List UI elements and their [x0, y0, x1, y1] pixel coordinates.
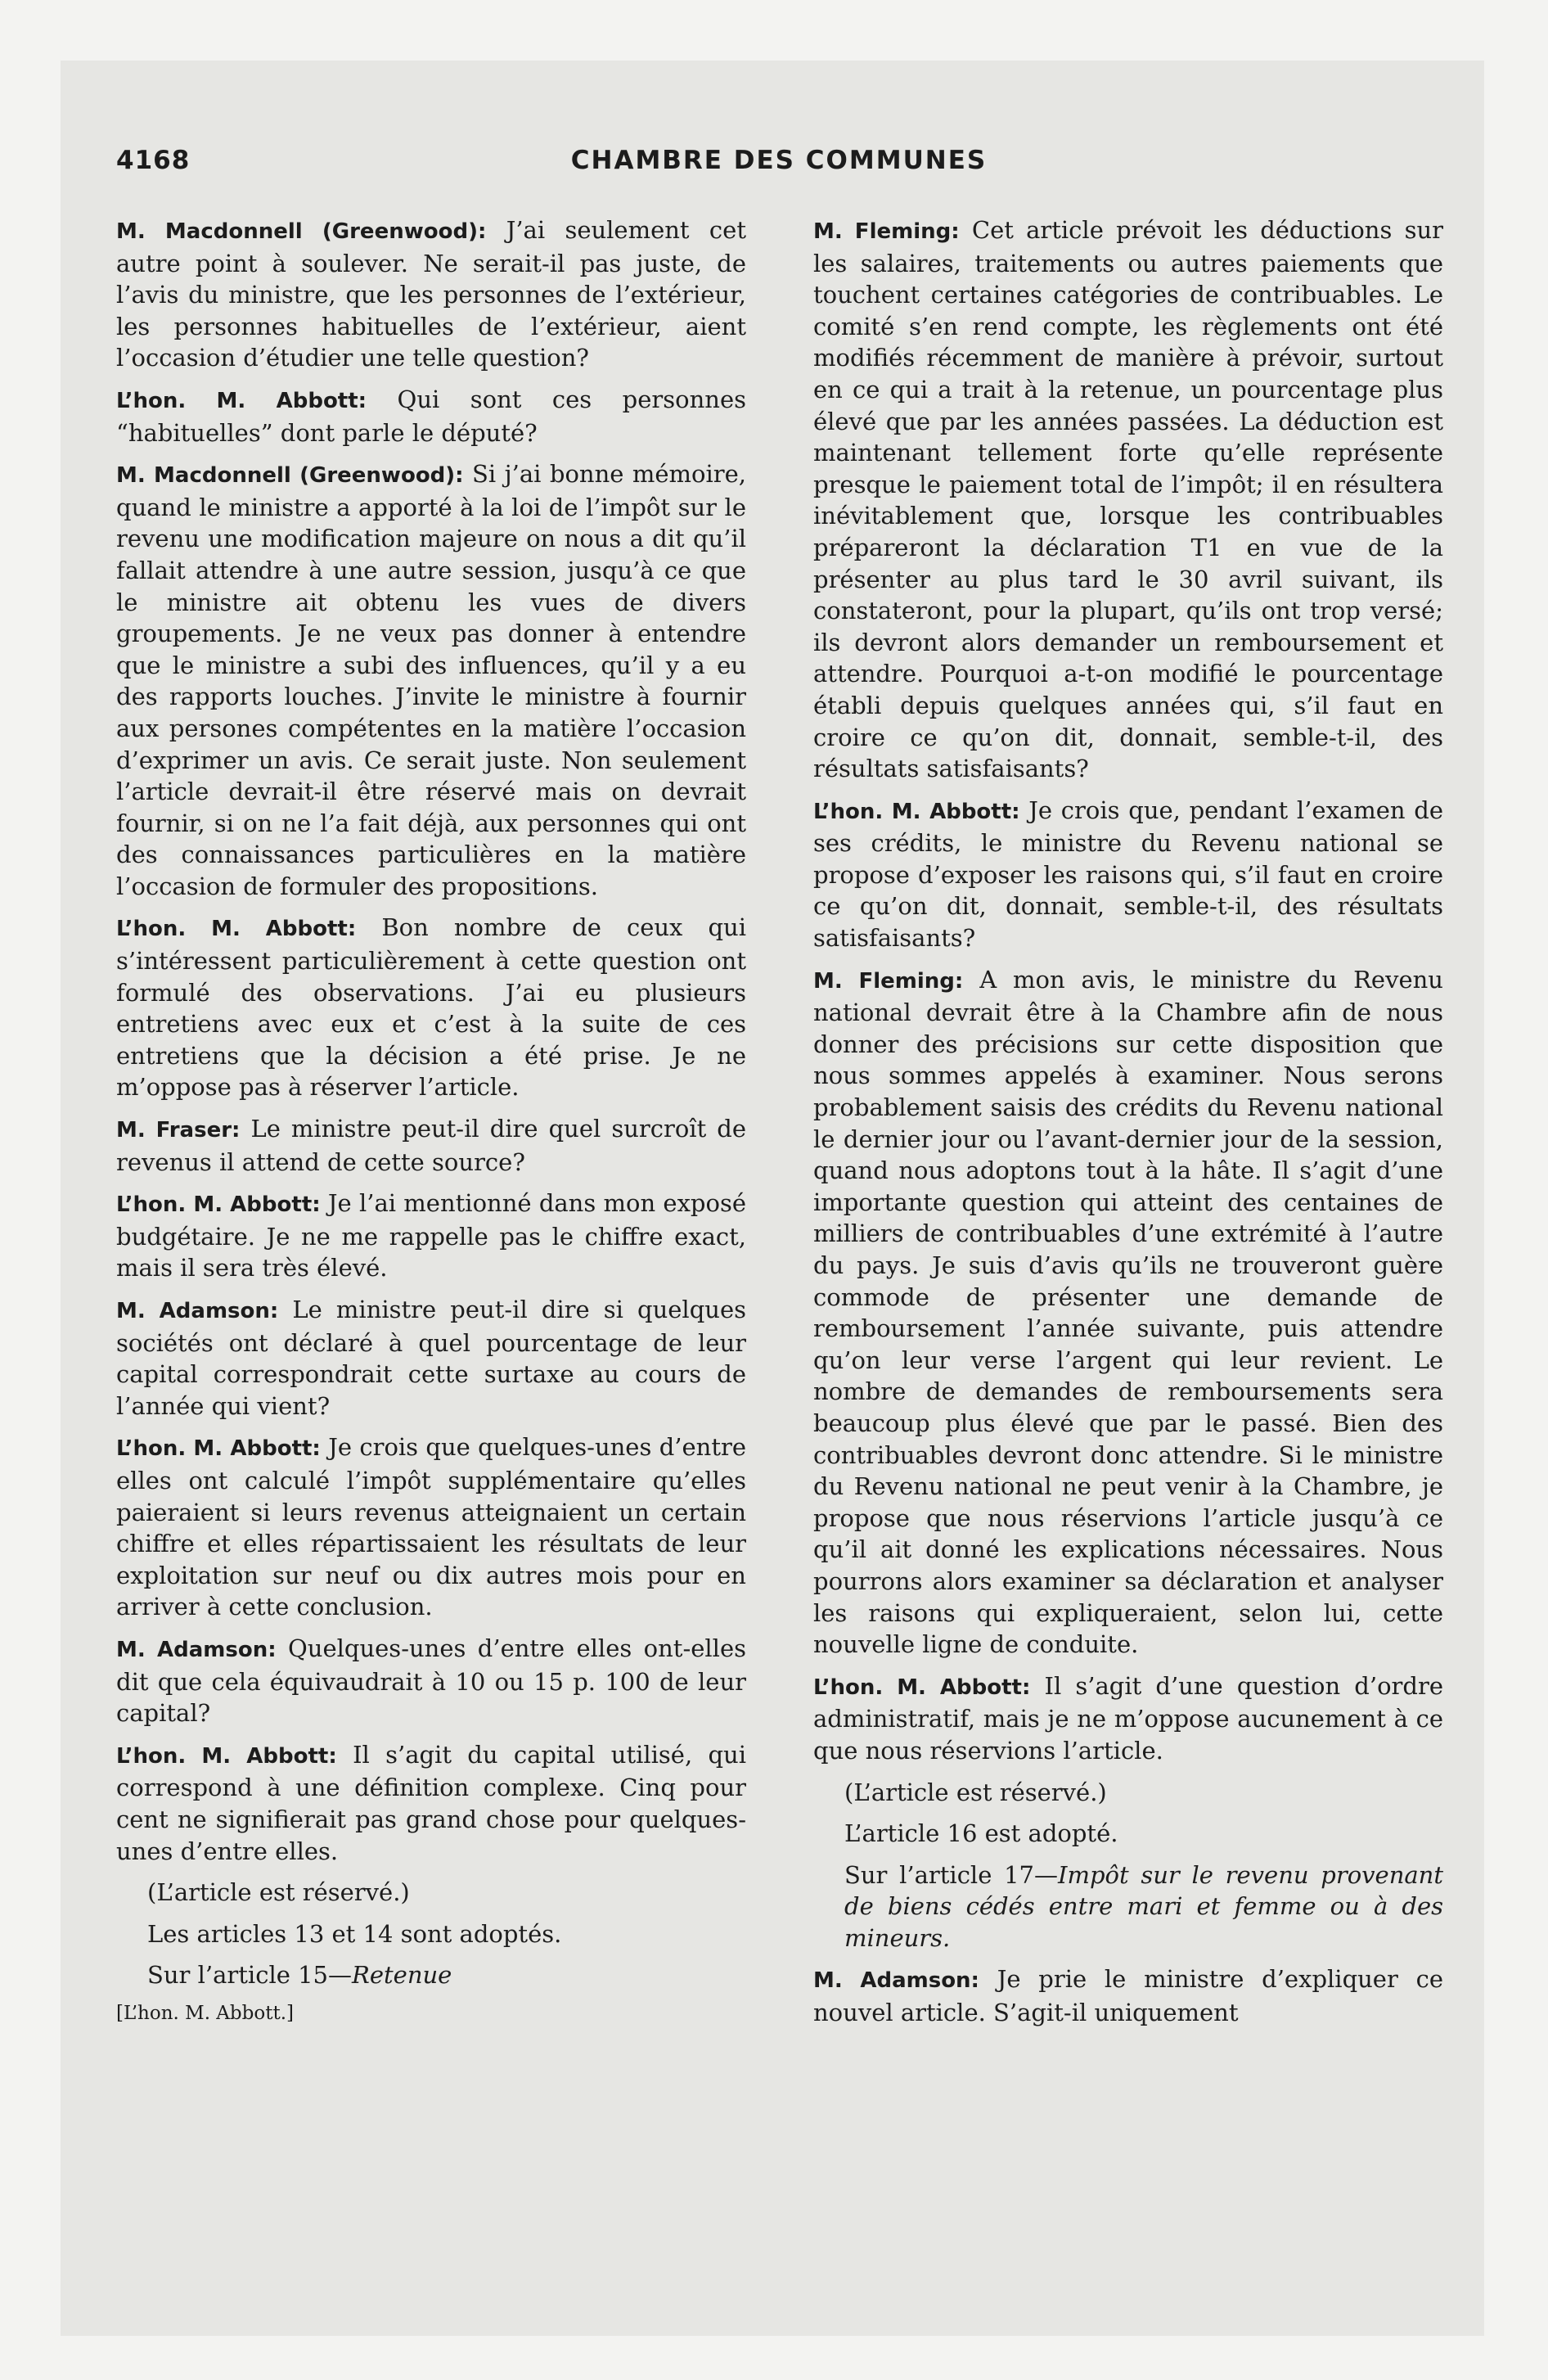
speech-text: Il s’agit du capital utilisé, qui correspond à une définition complexe. Cinq pour cent ne signifierait pas grand chose pour quelques-unes d’entre elles. — [116, 1740, 747, 1865]
speech-paragraph — [116, 1188, 746, 1284]
procedural-note: Les articles 13 et 14 sont adoptés. — [147, 1919, 562, 1948]
speaker-name: M. Adamson: — [116, 1299, 279, 1323]
speaker-name: M. Macdonnell (Greenwood): — [116, 463, 464, 489]
speech-paragraph — [813, 964, 1443, 1661]
speech-paragraph — [116, 458, 746, 902]
speaker-name: L’hon. M. Abbott: — [116, 388, 367, 413]
speaker-name: M. Macdonnell (Greenwood): — [116, 219, 487, 244]
speaker-name: L’hon. M. Abbott: — [813, 799, 1020, 824]
article-title: Retenue — [352, 1961, 452, 1990]
left-column — [116, 214, 746, 2026]
speech-paragraph — [116, 214, 746, 374]
page-header — [116, 146, 1442, 188]
speech-paragraph — [813, 214, 1443, 785]
speaker-name: M. Fleming: — [813, 968, 964, 994]
speaker-name: M. Fleming: — [813, 219, 960, 244]
speech-paragraph — [813, 795, 1443, 954]
speech-text: Qui sont ces personnes “habituelles” dont parle le député? — [116, 385, 746, 447]
page-number: 4168 — [116, 146, 191, 175]
procedural-note: L’article 16 est adopté. — [844, 1819, 1118, 1848]
article-heading — [813, 1859, 1443, 1954]
running-head: CHAMBRE DES COMMUNES — [570, 146, 988, 175]
speech-text: Le ministre peut-il dire quel surcroît de revenus il attend de cette source? — [116, 1115, 746, 1176]
speaker-name: L’hon. M. Abbott: — [116, 1436, 321, 1462]
speaker-name: L’hon. M. Abbott: — [813, 1675, 1031, 1700]
speaker-name: M. Adamson: — [116, 1637, 277, 1662]
speech-text: Le ministre peut-il dire si quelques sociétés ont déclaré à quel pourcentage de leur capital correspondrait cette surtaxe au cours de l’année qui vient? — [116, 1296, 746, 1420]
speech-paragraph — [116, 384, 746, 449]
speech-paragraph — [813, 1963, 1443, 2028]
speech-text: A mon avis, le ministre du Revenu national devrait être à la Chambre afin de nous donner des précisions sur cette disposition que nous sommes appelés à examiner. Nous serons probablement saisis des crédits du Revenu national le dernier jour ou l’avant-dernier jour de la session, quand nous adoptons tout à la hâte. Il s’agit d’une importante question qui atteint des centaines de milliers de contribuables d’une extrémité à l’autre du pays. Je suis d’avis qu’ils ne trouveront guère commode de présenter une demande de remboursement l’année suivante, puis attendre qu’on leur verse l’argent qui leur revient. Le nombre de demandes de remboursements sera beaucoup plus élevé que par le passé. Bien des contribuables devront donc attendre. Si le ministre du Revenu national ne peut venir à la Chambre, je propose que nous réservions l’article jusqu’à ce qu’il ait donné les explications nécessaires. Nous pourrons alors examiner sa déclaration et analyser les raisons qui expliqueraient, selon lui, cette nouvelle ligne de conduite. — [813, 965, 1443, 1659]
speaker-name: M. Adamson: — [813, 1968, 979, 1994]
procedural-note: (L’article est réservé.) — [844, 1778, 1107, 1806]
speech-text: Il s’agit d’une question d’ordre administratif, mais je ne m’oppose aucunement à ce que nous réservions l’article. — [813, 1671, 1443, 1765]
speech-paragraph — [116, 1431, 746, 1623]
speaker-name: L’hon. M. Abbott: — [116, 1192, 321, 1218]
speech-text: Si j’ai bonne mémoire, quand le ministre a apporté à la loi de l’impôt sur le revenu une modification majeure on nous a dit qu’il fallait attendre à une autre session, jusqu’à ce que le ministre ait obtenu les vues de divers groupements. Je ne veux pas donner à entendre que le ministre a subi des influences, qu’il y a eu des rapports louches. J’invite le ministre à fournir aux persones compétentes en la matière l’occasion d’exprimer un avis. Ce serait juste. Non seulement l’article devrait-il être réservé mais on devrait fournir, si on ne l’a fait déjà, aux personnes qui ont des connaissances particulières en la matière l’occasion de formuler des propositions. — [116, 460, 747, 900]
article-heading — [116, 1959, 746, 1991]
speech-text: Bon nombre de ceux qui s’intéressent particulièrement à cette question ont formulé des observations. J’ai eu plusieurs entretiens avec eux et c’est à la suite de ces entretiens que la décision a été prise. Je ne m’oppose pas à réserver l’article. — [116, 913, 746, 1102]
procedural-note: (L’article est réservé.) — [147, 1878, 410, 1907]
speech-paragraph — [116, 912, 746, 1103]
right-column — [813, 214, 1443, 2039]
speech-text: J’ai seulement cet autre point à soulever. Ne serait-il pas juste, de l’avis du ministre, que les personnes de l’extérieur, les personnes habituelles de l’extérieur, aient l’occasion d’étudier une telle question? — [116, 216, 746, 372]
article-prefix: Sur l’article 17— — [844, 1860, 1058, 1889]
speaker-name: M. Fraser: — [116, 1118, 241, 1143]
speech-paragraph — [116, 1113, 746, 1178]
speaker-name: L’hon. M. Abbott: — [116, 917, 357, 942]
speech-paragraph — [116, 1739, 746, 1867]
speech-text: Quelques-unes d’entre elles ont-elles dit que cela équivaudrait à 10 ou 15 p. 100 de leur capital? — [116, 1634, 746, 1728]
article-title: Impôt sur le revenu provenant de biens cédés entre mari et femme ou à des mineurs. — [844, 1860, 1443, 1952]
speech-paragraph — [116, 1633, 746, 1729]
speaker-footer: [L’hon. M. Abbott.] — [116, 2002, 294, 2024]
speech-paragraph — [813, 1670, 1443, 1767]
speech-text: Je prie le ministre d’expliquer ce nouvel article. S’agit-il uniquement — [813, 1965, 1443, 2027]
speech-text: Je crois que quelques-unes d’entre elles ont calculé l’impôt supplémentaire qu’elles paieraient si leurs revenus atteignaient un certain chiffre et elles répartissaient les résultats de leur exploitation sur neuf ou dix autres mois pour en arriver à cette conclusion. — [116, 1433, 746, 1621]
speaker-name: L’hon. M. Abbott: — [116, 1743, 337, 1769]
article-prefix: Sur l’article 15— — [147, 1961, 352, 1990]
speech-text: Cet article prévoit les déductions sur les salaires, traitements ou autres paiements que touchent certaines catégories de contribuables. Le comité s’en rend compte, les règlements ont été modifiés récemment de manière à prévoir, surtout en ce qui a trait à la retenue, un pourcentage plus élevé que par les années passées. La déduction est maintenant tellement forte qu’elle représente presque le paiement total de l’impôt; il en résultera inévitablement que, lorsque les contribuables prépareront la déclaration T1 en vue de la présenter au plus tard le 30 avril suivant, ils constateront, pour la plupart, qu’ils ont trop versé; ils devront alors demander un remboursement et attendre. Pourquoi a-t-on modifié le pourcentage établi depuis quelques années qui, s’il faut en croire ce qu’on dit, donnait, semble-t-il, des résultats satisfaisants? — [813, 216, 1444, 783]
speech-paragraph — [116, 1294, 746, 1422]
speech-text: Je l’ai mentionné dans mon exposé budgétaire. Je ne me rappelle pas le chiffre exact, mais il sera très élevé. — [116, 1189, 746, 1282]
speech-text: Je crois que, pendant l’examen de ses crédits, le ministre du Revenu national se propose d’exposer les raisons qui, s’il faut en croire ce qu’on dit, donnait, semble-t-il, des résultats satisfaisants? — [813, 796, 1443, 953]
